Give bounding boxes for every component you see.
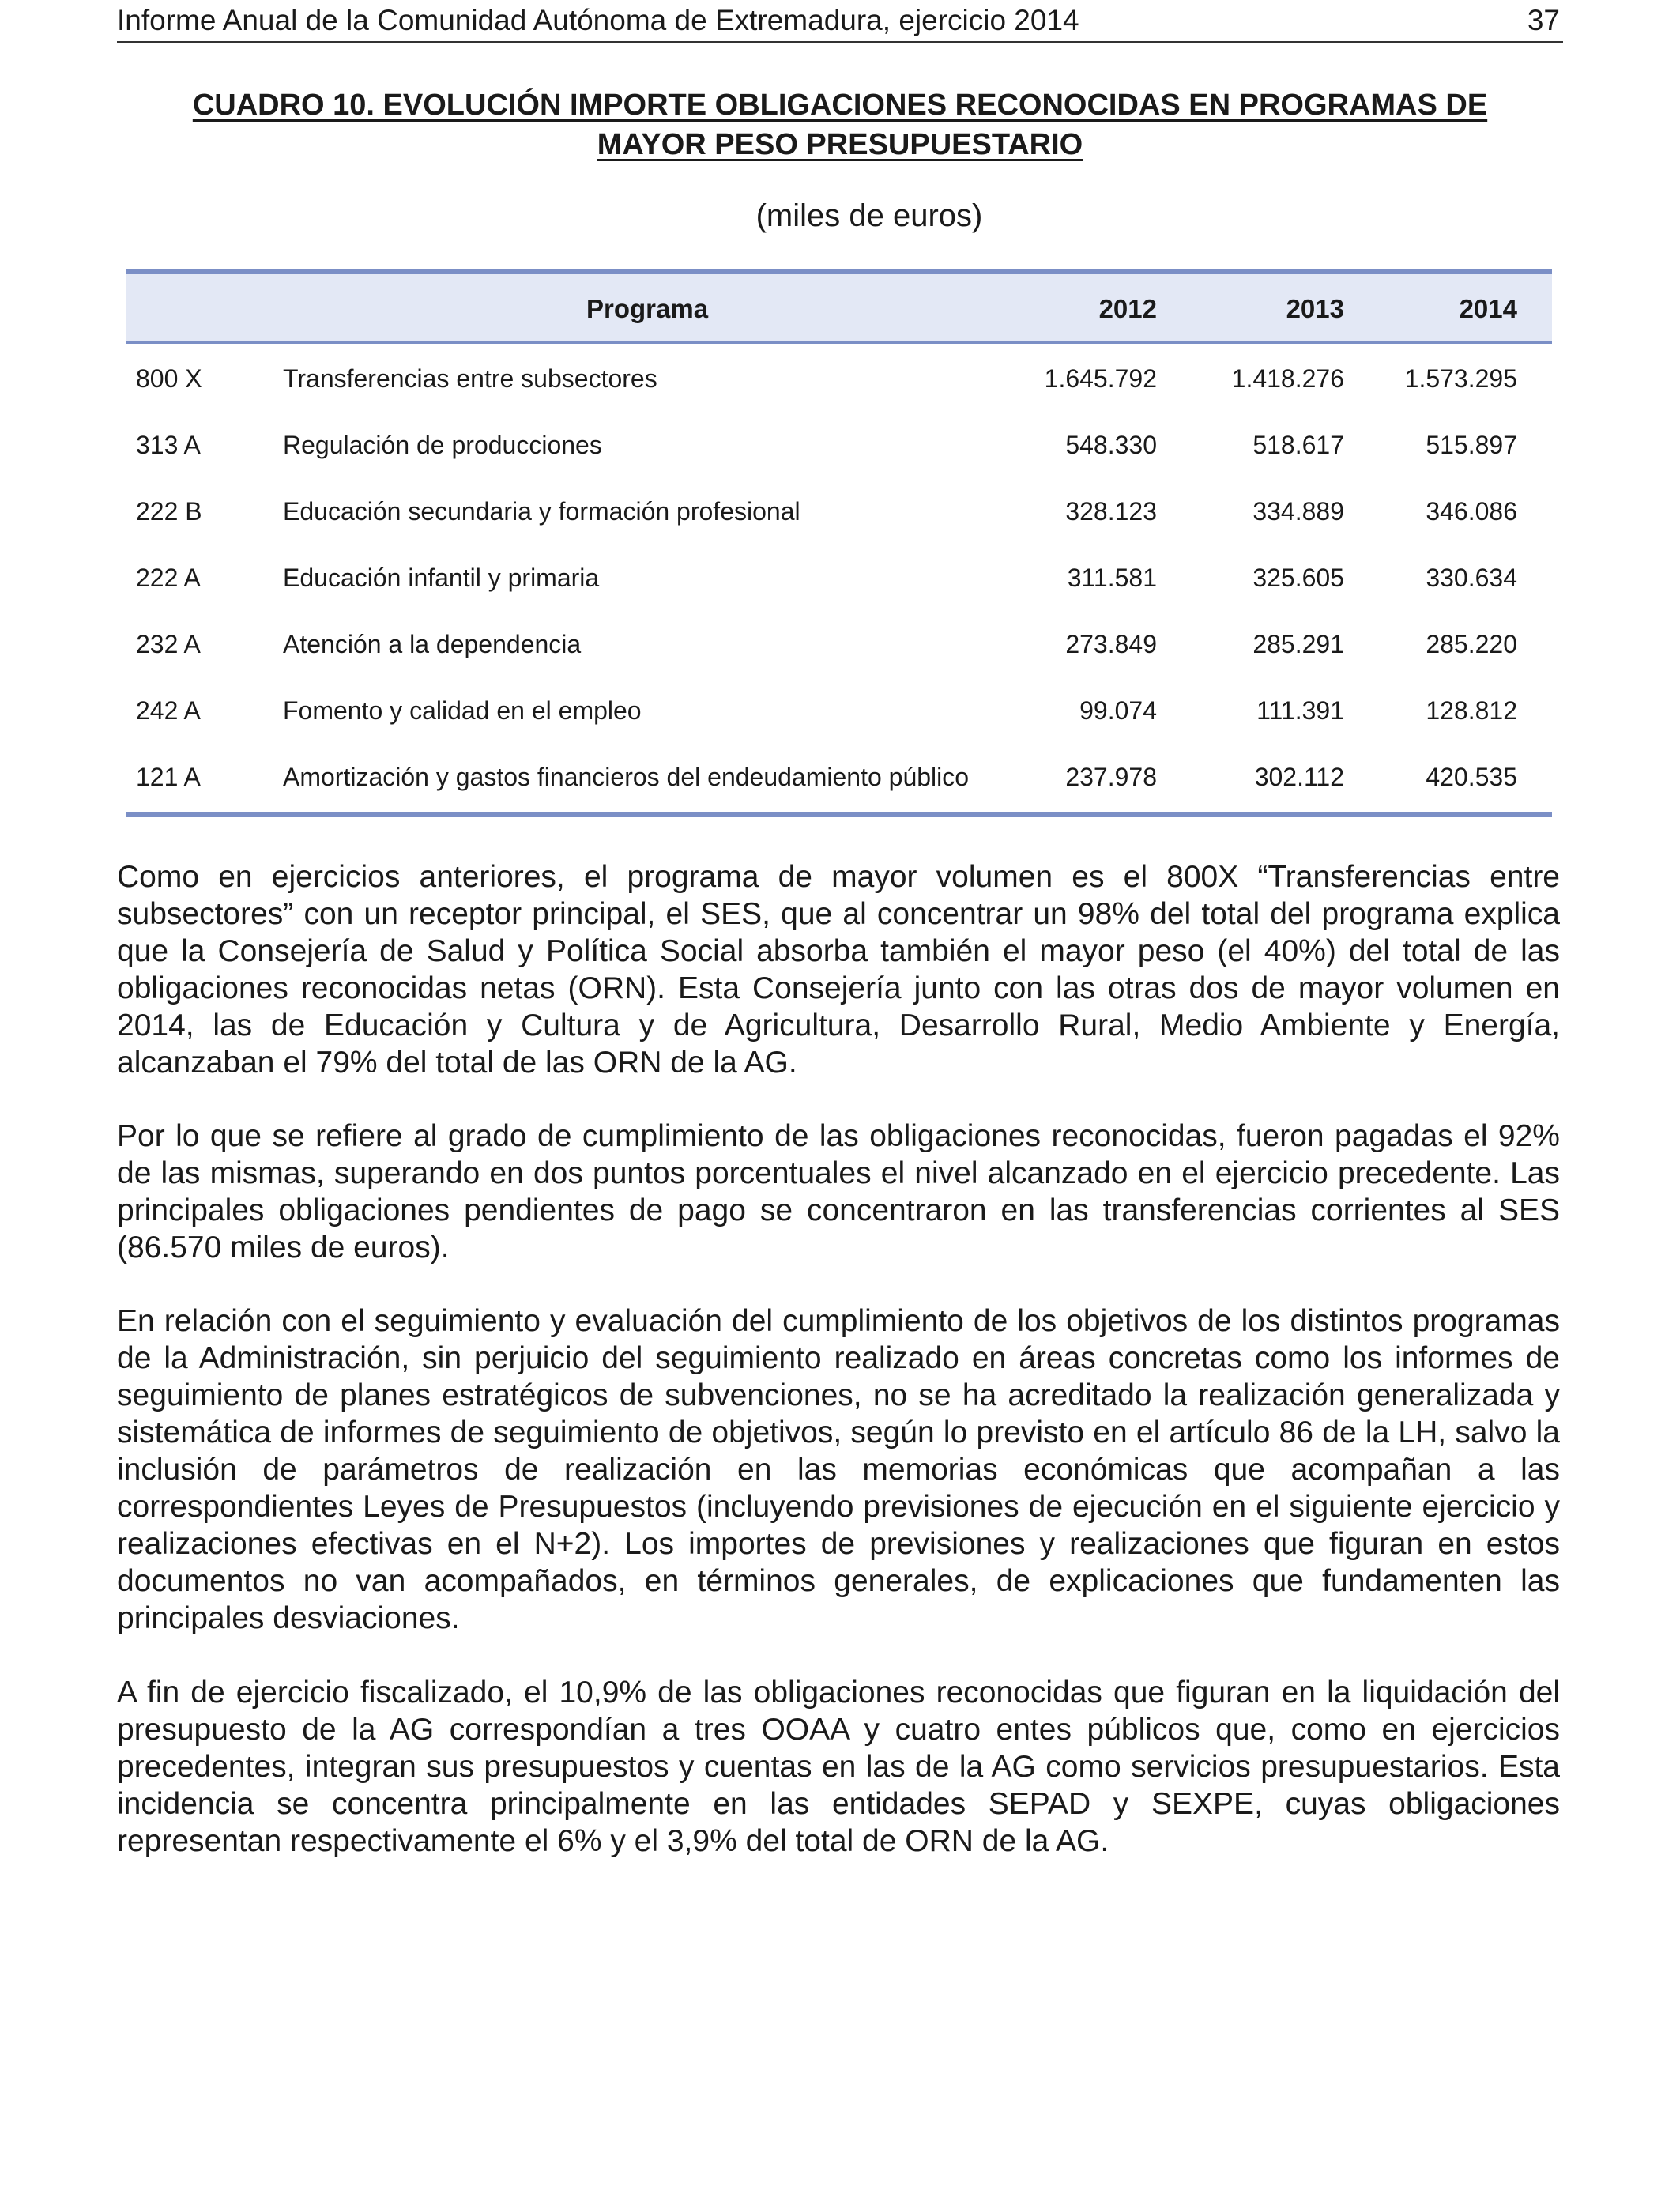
body-paragraph-1: Como en ejercicios anteriores, el programa de mayor volumen es el 800X “Transferencias entre subsectores” con un receptor principal, el SES, que al concentrar un 98% del total del programa explica que la Consejería de Salud y Política Social absorba también el mayor peso (el 40%) del total de las obligaciones reconocidas netas (ORN). Esta Consejería junto con las otras dos de mayor volumen en 2014, las de Educación y Cultura y de Agricultura, Desarrollo Rural, Medio Ambiente y Energía, alcanzaban el 79% del total de las ORN de la AG. xyxy=(117,860,1560,1080)
cell-2014: 330.634 xyxy=(1426,564,1517,592)
cell-code: 313 A xyxy=(136,431,201,459)
table-row xyxy=(126,410,1552,477)
cell-2012: 1.645.792 xyxy=(1044,364,1157,393)
cell-2012: 311.581 xyxy=(1067,564,1157,592)
table-caption-line-2: MAYOR PESO PRESUPUESTARIO xyxy=(597,128,1083,161)
cell-2013: 111.391 xyxy=(1256,696,1344,725)
table-caption xyxy=(117,85,1563,164)
column-header-2013: 2013 xyxy=(1286,294,1344,323)
table-row xyxy=(126,742,1552,809)
column-header-2014: 2014 xyxy=(1459,294,1517,323)
cell-2013: 285.291 xyxy=(1252,630,1344,658)
cell-code: 222 B xyxy=(136,497,202,526)
cell-2014: 1.573.295 xyxy=(1404,364,1517,393)
cell-program-name: Atención a la dependencia xyxy=(283,630,582,658)
cell-2012: 237.978 xyxy=(1065,763,1157,791)
table-row xyxy=(126,609,1552,676)
cell-2012: 273.849 xyxy=(1065,630,1157,658)
body-paragraph-2: Por lo que se refiere al grado de cumplimiento de las obligaciones reconocidas, fueron pagadas el 92% de las mismas, superando en dos puntos porcentuales el nivel alcanzado en el ejercicio precedente. Las principales obligaciones pendientes de pago se concentraron en las transferencias corrientes al SES (86.570 miles de euros). xyxy=(117,1119,1560,1265)
cell-program-name: Fomento y calidad en el empleo xyxy=(283,696,642,725)
header-title: Informe Anual de la Comunidad Autónoma de Extremadura, ejercicio 2014 xyxy=(117,4,1079,36)
body-paragraph-3: En relación con el seguimiento y evaluación del cumplimiento de los objetivos de los distintos programas de la Administración, sin perjuicio del seguimiento realizado en áreas concretas como los informes de seguimiento de planes estratégicos de subvenciones, no se ha acreditado la realización generalizada y sistemática de informes de seguimiento de objetivos, según lo previsto en el artículo 86 de la LH, salvo la inclusión de parámetros de realización en las memorias económicas que acompañan a las correspondientes Leyes de Presupuestos (incluyendo previsiones de ejecución en el siguiente ejercicio y realizaciones efectivas en el N+2). Los importes de previsiones y realizaciones que figuran en estos documentos no van acompañados, en términos generales, de explicaciones que fundamenten las principales desviaciones. xyxy=(117,1304,1560,1635)
table-header-row xyxy=(126,274,1552,344)
cell-2013: 325.605 xyxy=(1252,564,1344,592)
table-row xyxy=(126,543,1552,609)
table-top-rule xyxy=(126,269,1552,274)
cell-program-name: Amortización y gastos financieros del endeudamiento público xyxy=(283,763,970,791)
cell-2013: 334.889 xyxy=(1252,497,1344,526)
cell-code: 222 A xyxy=(136,564,201,592)
table-row xyxy=(126,676,1552,742)
cell-code: 232 A xyxy=(136,630,201,658)
cell-code: 121 A xyxy=(136,763,201,791)
cell-code: 242 A xyxy=(136,696,201,725)
cell-2014: 346.086 xyxy=(1426,497,1517,526)
cell-2013: 302.112 xyxy=(1254,763,1344,791)
page-number: 37 xyxy=(1527,4,1560,36)
cell-2012: 328.123 xyxy=(1065,497,1157,526)
cell-program-name: Educación secundaria y formación profesional xyxy=(283,497,800,526)
cell-program-name: Regulación de producciones xyxy=(283,431,602,459)
cell-2014: 420.535 xyxy=(1426,763,1517,791)
cell-program-name: Transferencias entre subsectores xyxy=(283,364,657,393)
body-paragraph-4: A fin de ejercicio fiscalizado, el 10,9% de las obligaciones reconocidas que figuran en la liquidación del presupuesto de la AG correspondían a tres OOAA y cuatro entes públicos que, como en ejercicios precedentes, integran sus presupuestos y cuentas en las de la AG como servicios presupuestarios. Esta incidencia se concentra principalmente en las entidades SEPAD y SEXPE, cuyas obligaciones representan respectivamente el 6% y el 3,9% del total de ORN de la AG. xyxy=(117,1676,1560,1858)
running-header xyxy=(117,2,1563,43)
cell-2012: 99.074 xyxy=(1079,696,1157,725)
table-bottom-rule xyxy=(126,812,1552,817)
cell-2013: 518.617 xyxy=(1252,431,1344,459)
table-caption-line-1: CUADRO 10. EVOLUCIÓN IMPORTE OBLIGACIONES RECONOCIDAS EN PROGRAMAS DE xyxy=(192,89,1488,122)
table-row xyxy=(126,344,1552,410)
data-table xyxy=(126,269,1552,817)
cell-2014: 128.812 xyxy=(1426,696,1517,725)
cell-program-name: Educación infantil y primaria xyxy=(283,564,600,592)
cell-2014: 515.897 xyxy=(1426,431,1517,459)
cell-code: 800 X xyxy=(136,364,202,393)
cell-2013: 1.418.276 xyxy=(1231,364,1344,393)
column-header-programa: Programa xyxy=(586,294,709,323)
cell-2014: 285.220 xyxy=(1426,630,1517,658)
table-body xyxy=(126,344,1552,809)
cell-2012: 548.330 xyxy=(1065,431,1157,459)
table-row xyxy=(126,477,1552,543)
column-header-2012: 2012 xyxy=(1098,294,1157,323)
table-units: (miles de euros) xyxy=(755,198,983,233)
